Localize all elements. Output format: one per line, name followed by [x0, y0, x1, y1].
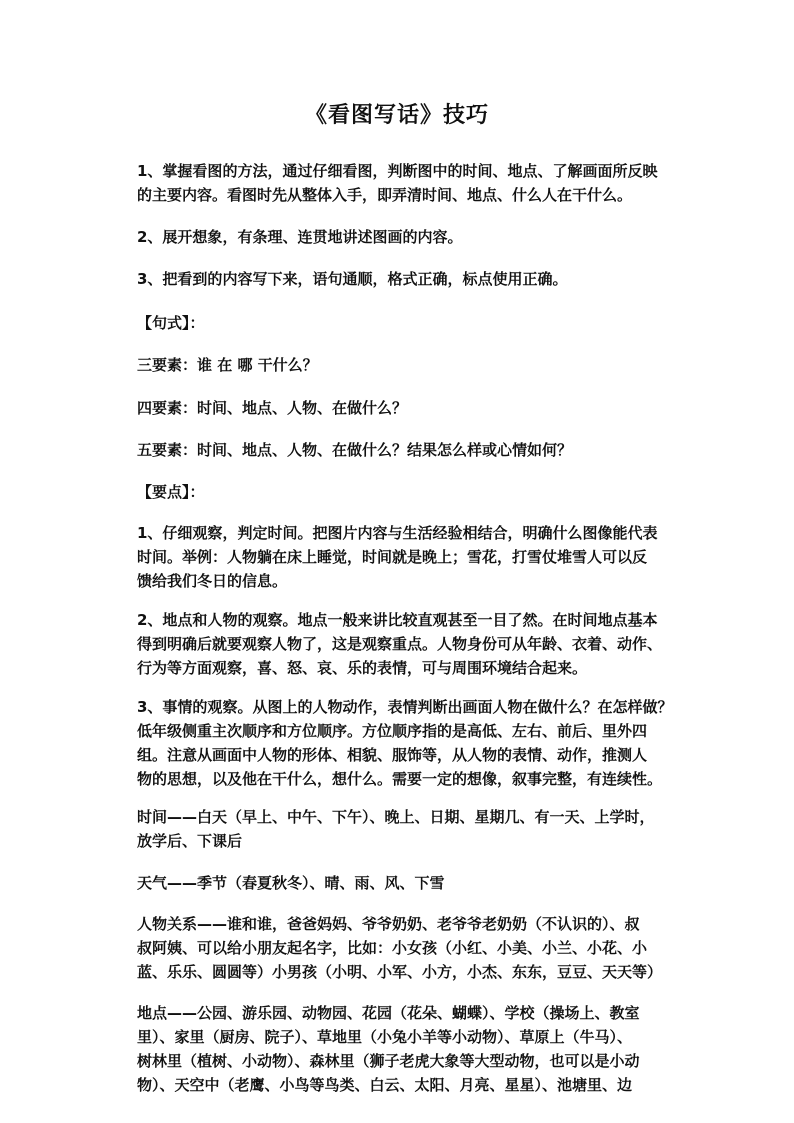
- text-line: 物）、天空中（老鹰、小鸟等鸟类、白云、太阳、月亮、星星）、池塘里、边: [137, 1076, 633, 1094]
- text-line: 低年级侧重主次顺序和方位顺序。方位顺序指的是高低、左右、前后、里外四: [137, 722, 648, 740]
- heading-text: 【要点】：: [137, 483, 205, 501]
- key-points-heading: [137, 480, 737, 504]
- five-elements-line: [137, 438, 737, 462]
- text-line: 的主要内容。看图时先从整体入手，即弄清时间、地点、什么人在干什么。: [137, 186, 633, 204]
- method-paragraph-2: [137, 225, 737, 249]
- text-line: 3、把看到的内容写下来，语句通顺，格式正确，标点使用正确。: [137, 270, 568, 288]
- text-line: 人物关系——谁和谁，爸爸妈妈、爷爷奶奶、老爷爷老奶奶（不认识的）、叔: [137, 915, 640, 933]
- weather-vocabulary: [137, 871, 737, 895]
- text-line: 树林里（植树、小动物）、森林里（狮子老虎大象等大型动物，也可以是小动: [137, 1052, 640, 1070]
- text-line: 3、事情的观察。从图上的人物动作，表情判断出画面人物在做什么？在怎样做？: [137, 698, 673, 716]
- text-line: 行为等方面观察，喜、怒、哀、乐的表情，可与周围环境结合起来。: [137, 659, 588, 677]
- text-line: 叔阿姨、可以给小朋友起名字，比如：小女孩（小红、小美、小兰、小花、小: [137, 939, 648, 957]
- text-line: 2、展开想象，有条理、连贯地讲述图画的内容。: [137, 228, 463, 246]
- heading-text: 【句式】：: [137, 314, 205, 332]
- key-point-2: [137, 608, 737, 680]
- key-point-1: [137, 521, 737, 593]
- text-line: 1、掌握看图的方法，通过仔细看图，判断图中的时间、地点、了解画面所反映: [137, 162, 658, 180]
- place-vocabulary: [137, 1001, 737, 1097]
- text-line: 四要素：时间、地点、人物、在做什么？: [137, 399, 408, 417]
- three-elements-line: [137, 353, 737, 377]
- text-line: 蓝、乐乐、圆圆等）小男孩（小明、小军、小方，小杰、东东，豆豆、天天等）: [137, 963, 663, 981]
- text-line: 组。注意从画面中人物的形体、相貌、服饰等，从人物的表情、动作，推测人: [137, 746, 648, 764]
- text-line: 三要素：谁 在 哪 干什么？: [137, 356, 318, 374]
- sentence-pattern-heading: [137, 311, 737, 335]
- text-line: 时间——白天（早上、中午、下午）、晚上、日期、星期几、有一天、上学时，: [137, 808, 655, 826]
- text-line: 得到明确后就要观察人物了，这是观察重点。人物身份可从年龄、衣着、动作、: [137, 635, 663, 653]
- document-title: 《看图写话》技巧: [304, 102, 489, 128]
- text-line: 地点——公园、游乐园、动物园、花园（花朵、蝴蝶）、学校（操场上、教室: [137, 1004, 640, 1022]
- text-line: 物的思想，以及他在干什么，想什么。需要一定的想像，叙事完整，有连续性。: [137, 770, 663, 788]
- relations-vocabulary: [137, 912, 737, 984]
- text-line: 五要素：时间、地点、人物、在做什么？结果怎么样或心情如何？: [137, 441, 573, 459]
- method-paragraph-1: [137, 159, 737, 207]
- text-line: 馈给我们冬日的信息。: [137, 572, 288, 590]
- text-line: 时间。举例：人物躺在床上睡觉，时间就是晚上；雪花，打雪仗堆雪人可以反: [137, 548, 648, 566]
- text-line: 天气——季节（春夏秋冬）、晴、雨、风、下雪: [137, 874, 445, 892]
- text-line: 放学后、下课后: [137, 832, 243, 850]
- four-elements-line: [137, 396, 737, 420]
- text-line: 里）、家里（厨房、院子）、草地里（小兔小羊等小动物）、草原上（牛马）、: [137, 1028, 633, 1046]
- method-paragraph-3: [137, 267, 737, 291]
- text-line: 2、地点和人物的观察。地点一般来讲比较直观甚至一目了然。在时间地点基本: [137, 611, 658, 629]
- text-line: 1、仔细观察，判定时间。把图片内容与生活经验相结合，明确什么图像能代表: [137, 524, 658, 542]
- time-vocabulary: [137, 805, 737, 853]
- key-point-3: [137, 695, 737, 791]
